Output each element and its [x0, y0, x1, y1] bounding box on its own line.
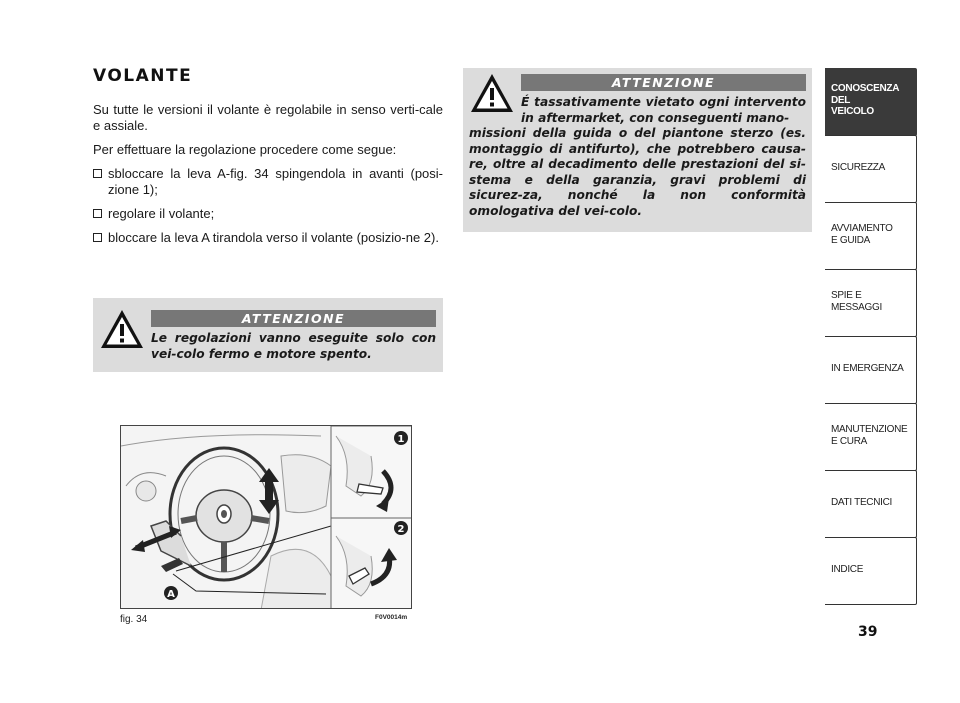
step-item: sbloccare la leva A-fig. 34 spingendola in avanti (posi-zione 1);: [93, 166, 443, 198]
tab-dati-tecnici[interactable]: DATI TECNICI: [825, 470, 917, 538]
callout-2: 2: [397, 524, 405, 535]
page-number: 39: [858, 624, 878, 640]
callout-a: A: [167, 589, 175, 600]
tab-avviamento-e-guida[interactable]: AVVIAMENTO E GUIDA: [825, 202, 917, 270]
tab-sicurezza[interactable]: SICUREZZA: [825, 135, 917, 203]
tab-spie-e-messaggi[interactable]: SPIE E MESSAGGI: [825, 269, 917, 337]
tab-in-emergenza[interactable]: IN EMERGENZA: [825, 336, 917, 404]
intro-paragraph: Su tutte le versioni il volante è regolabile in senso verti-cale e assiale.: [93, 102, 443, 133]
procedure-intro: Per effettuare la regolazione procedere come segue:: [93, 142, 397, 157]
warning-text: Le regolazioni vanno eseguite solo con vei-colo fermo e motore spento.: [151, 331, 436, 361]
tab-indice[interactable]: INDICE: [825, 537, 917, 605]
checkbox-bullet-icon: [93, 233, 102, 242]
step-item: regolare il volante;: [93, 206, 443, 222]
warning-label: ATTENZIONE: [151, 310, 436, 327]
warning-box-small: [93, 298, 443, 372]
checkbox-bullet-icon: [93, 169, 102, 178]
body-text: [93, 102, 443, 254]
warning-label: ATTENZIONE: [521, 74, 806, 91]
steering-wheel-figure: [120, 425, 412, 609]
tab-manutenzione-e-cura[interactable]: MANUTENZIONE E CURA: [825, 403, 917, 471]
section-title: VOLANTE: [93, 66, 193, 86]
warning-text-lead: É tassativamente vietato ogni intervento in aftermarket, con conseguenti mano-: [521, 95, 806, 125]
warning-triangle-icon: [99, 308, 145, 350]
figure-code: F0V0014m: [375, 614, 408, 621]
steering-wheel-illustration: [121, 426, 412, 609]
tab-conoscenza-del-veicolo[interactable]: CONOSCENZA DEL VEICOLO: [825, 68, 917, 136]
warning-box-large: [463, 68, 812, 232]
callout-1: 1: [397, 434, 405, 445]
warning-triangle-icon: [469, 72, 515, 114]
warning-text-rest: missioni della guida o del piantone sterzo (es. montaggio di antifurto), che potrebbero causa-re, oltre al decadimento delle prestazioni del si-stema e della garanzia, gravi problemi di sicurez-za, nonché la non conformità omologativa del vei-colo.: [469, 126, 806, 218]
chapter-tabs: [825, 68, 917, 605]
step-item: bloccare la leva A tirandola verso il volante (posizio-ne 2).: [93, 230, 443, 246]
figure-caption: fig. 34: [120, 614, 148, 625]
checkbox-bullet-icon: [93, 209, 102, 218]
